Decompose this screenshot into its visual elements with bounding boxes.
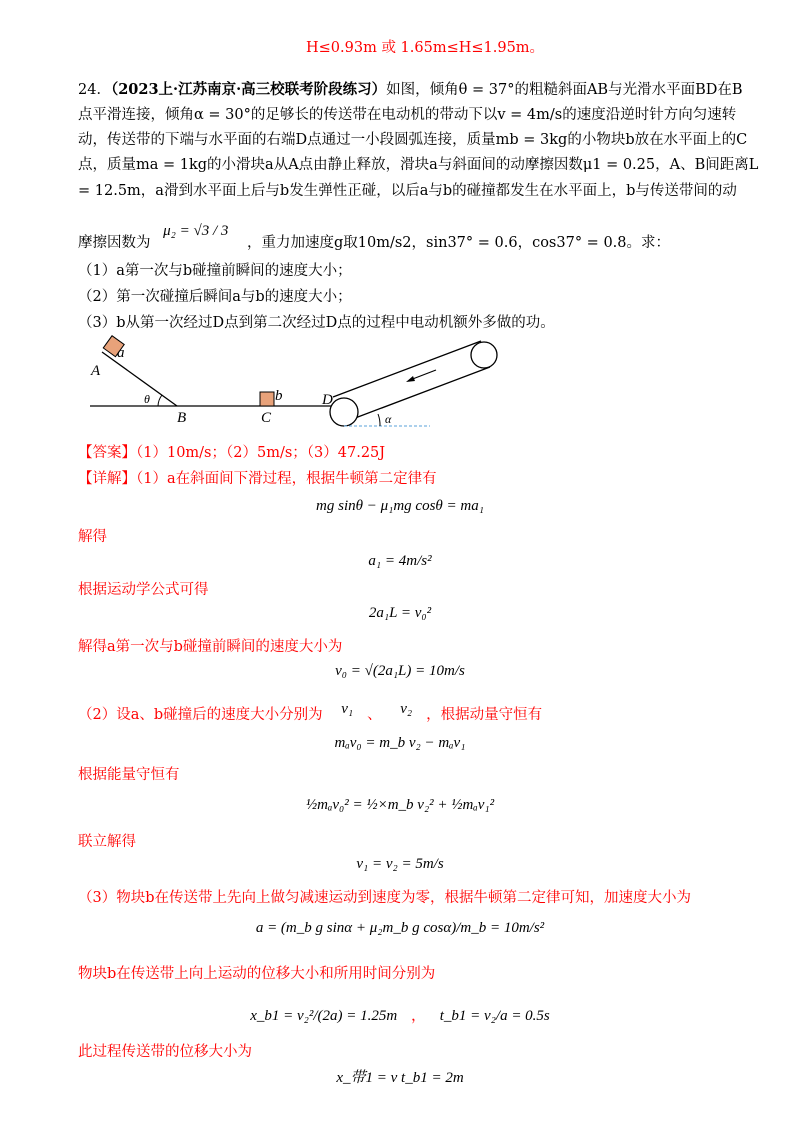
text-kinematics: 根据运动学公式可得 — [78, 582, 209, 598]
part-3: （3）b从第一次经过D点到第二次经过D点的过程中电动机额外多做的功。 — [78, 315, 555, 331]
part2-text-a: （2）设a、b碰撞后的速度大小分别为 — [78, 707, 323, 723]
block-b — [260, 392, 274, 406]
v1-symbol: v₁ — [341, 701, 354, 717]
equation-3: 2a₁L = v₀² — [368, 605, 432, 621]
answer-tag: 【答案】 — [78, 445, 136, 461]
part3-intro: （3）物块b在传送带上先向上做匀减速运动到速度为零，根据牛顿第二定律可知，加速度大小为 — [78, 890, 692, 906]
equation-1: mg sinθ − μ₁mg cosθ = ma₁ — [316, 498, 484, 514]
equation-9-sep: ， — [410, 1008, 426, 1024]
part2-sep: 、 — [367, 707, 382, 723]
part-1: （1）a第一次与b碰撞前瞬间的速度大小； — [78, 263, 352, 279]
label-A: A — [91, 363, 101, 379]
solution-intro-text: （1）a在斜面间下滑过程，根据牛顿第二定律有 — [136, 471, 437, 487]
question-line-4: 点，质量ma = 1kg的小滑块a从A点由静止释放，滑块a与斜面间的动摩擦因数μ1 = 0.25，A、B间距离L — [78, 157, 759, 173]
question-source: （2023上·江苏南京·高三校联考阶段练习） — [110, 81, 387, 98]
label-alpha: α — [385, 412, 392, 426]
equation-5: mₐv₀ = m_b v₂ − mₐv₁ — [334, 735, 466, 751]
text-energy: 根据能量守恒有 — [78, 767, 180, 783]
question-line-2: 点平滑连接，倾角α = 30°的足够长的传送带在电动机的带动下以v = 4m/s的速度沿逆时针方向匀速转 — [78, 107, 737, 123]
label-C: C — [261, 410, 272, 426]
answer-text: （1）10m/s；（2）5m/s；（3）47.25J — [136, 445, 386, 461]
solution-tag: 【详解】 — [78, 471, 136, 487]
text-solve-2: 解得a第一次与b碰撞前瞬间的速度大小为 — [78, 639, 343, 655]
equation-10: x_带1 = v t_b1 = 2m — [336, 1070, 464, 1086]
equation-6: ½mₐv₀² = ½×m_b v₂² + ½mₐv₁² — [305, 797, 495, 813]
mu2-formula: μ₂ = √3 / 3 — [163, 223, 229, 239]
previous-answer-line: H≤0.93m 或 1.65m≤H≤1.95m。 — [306, 40, 545, 56]
label-theta: θ — [144, 392, 150, 406]
text-displacement: 物块b在传送带上向上运动的位移大小和所用时间分别为 — [78, 966, 436, 982]
answer-line — [78, 443, 385, 463]
equation-9a: x_b1 = v₂²/(2a) = 1.25m — [250, 1008, 398, 1024]
label-B: B — [177, 410, 187, 426]
text-belt: 此过程传送带的位移大小为 — [78, 1044, 252, 1060]
equation-4: v₀ = √(2a₁L) = 10m/s — [335, 663, 465, 679]
label-a: a — [117, 345, 125, 361]
equation-7: v₁ = v₂ = 5m/s — [356, 856, 444, 872]
label-D: D — [322, 392, 333, 408]
question-text-6b: ，重力加速度g取10m/s2，sin37° = 0.6，cos37° = 0.8。求： — [247, 235, 670, 251]
part2-text-b: ，根据动量守恒有 — [426, 707, 543, 723]
text-joint: 联立解得 — [78, 834, 136, 850]
question-text-1: 如图，倾角θ = 37°的粗糙斜面AB与光滑水平面BD在B — [386, 82, 743, 98]
problem-figure — [80, 330, 520, 440]
question-text-6a: 摩擦因数为 — [78, 235, 151, 251]
conveyor-belt — [330, 341, 497, 426]
part2-intro — [78, 701, 543, 725]
equation-8: a = (m_b g sinα + μ₂m_b g cosα)/m_b = 10m/s² — [255, 920, 545, 936]
text-solve-1: 解得 — [78, 529, 107, 545]
equation-9b: t_b1 = v₂/a = 0.5s — [439, 1008, 550, 1024]
v2-symbol: v₂ — [400, 701, 413, 717]
part-2: （2）第一次碰撞后瞬间a与b的速度大小； — [78, 289, 352, 305]
question-line-1 — [78, 80, 743, 100]
label-b: b — [275, 388, 283, 404]
question-number: 24． — [78, 82, 111, 98]
question-line-5: = 12.5m，a滑到水平面上后与b发生弹性正碰，以后a与b的碰撞都发生在水平面上，b与传送带间的动 — [78, 183, 737, 199]
solution-intro — [78, 469, 437, 489]
equation-9 — [0, 1004, 800, 1025]
equation-2: a₁ = 4m/s² — [368, 553, 432, 569]
question-line-6 — [78, 223, 670, 253]
question-line-3: 动，传送带的下端与水平面的右端D点通过一小段圆弧连接，质量mb = 3kg的小物块b放在水平面上的C — [78, 132, 748, 148]
